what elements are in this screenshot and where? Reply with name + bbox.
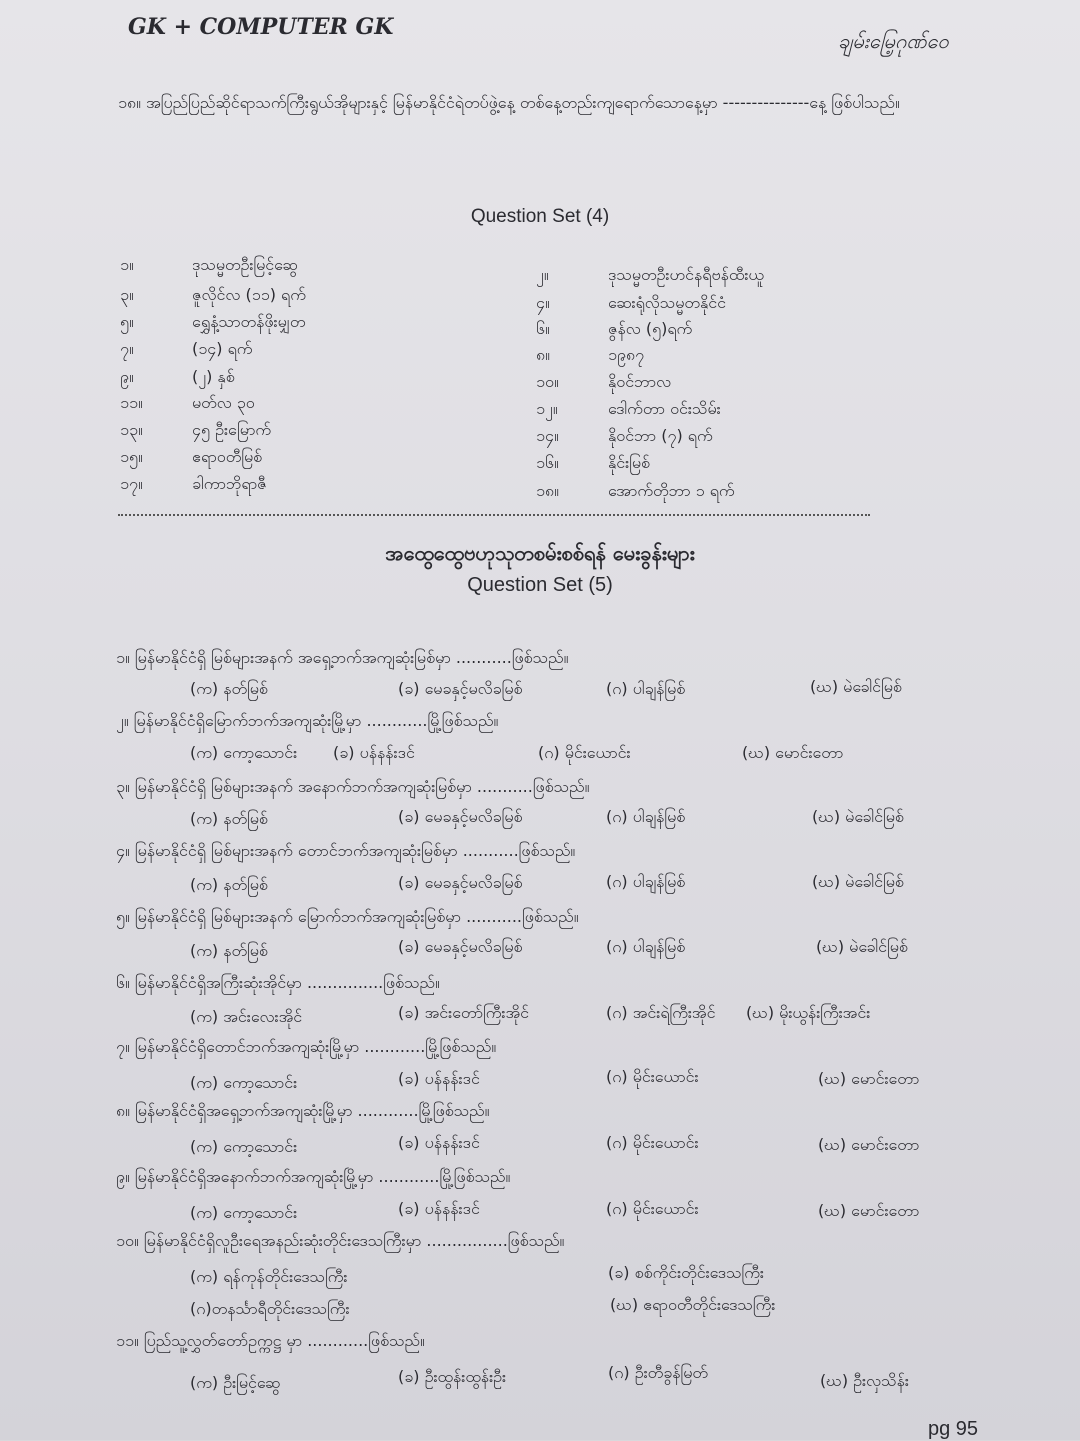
option-b: (ခ) ပန်နန်းဒင်: [398, 1133, 480, 1152]
option-a: (က) နတ်မြစ်: [190, 809, 268, 828]
answer-item: ၁၀။ နိုဝင်ဘာလ: [536, 372, 672, 391]
option-a: (က) နတ်မြစ်: [190, 679, 268, 698]
option-b: (ခ) မေခနှင့်မလိခမြစ်: [398, 679, 523, 698]
question-18-text: ၁၈။ အပြည်ပြည်ဆိုင်ရာသက်ကြီးရွယ်အိုများနှင့် မြန်မာနိုင်ငံရဲတပ်ဖွဲ့နေ့ တစ်နေ့တည်းကျရောက်သောနေ့မှာ ---------------နေ့ ဖြစ်ပါသည်။: [118, 93, 900, 112]
option-c: (ဂ) ပါချန်မြစ်: [606, 807, 686, 826]
answer-item: ၉။ (၂) နှစ်: [120, 367, 235, 386]
option-b: (ခ) မေခနှင့်မလိခမြစ်: [398, 807, 523, 826]
option-b: (ခ) စစ်ကိုင်းတိုင်းဒေသကြီး: [608, 1263, 764, 1282]
option-c: (ဂ) ပါချန်မြစ်: [606, 872, 686, 891]
option-a: (က) ကော့သောင်း: [190, 1073, 298, 1092]
answer-item: ၆။ ဇွန်လ (၅)ရက်: [536, 319, 693, 338]
answer-item: ၃။ ဇူလိုင်လ (၁၁) ရက်: [120, 285, 306, 304]
option-c: (ဂ) မိုင်းယောင်း: [606, 1199, 699, 1218]
option-a: (က) ဦးမြင့်ဆွေ: [190, 1373, 281, 1392]
option-d: (ဃ) မောင်းတော: [818, 1069, 920, 1088]
question-text: ၃။ မြန်မာနိုင်ငံရှိ မြစ်များအနက် အနောက်ဘက်အကျဆုံးမြစ်မှာ ...........ဖြစ်သည်။: [116, 777, 590, 796]
answer-item: ၂။ ဒုသမ္မတဦးဟင်နရီဗန်ထီးယူ: [536, 265, 764, 284]
option-b: (ခ) မေခနှင့်မလိခမြစ်: [398, 873, 523, 892]
question-text: ၁။ မြန်မာနိုင်ငံရှိ မြစ်များအနက် အရှေ့ဘက်အကျဆုံးမြစ်မှာ ...........ဖြစ်သည်။: [116, 648, 569, 667]
answer-item: ၄။ ဆေးရုံလိုသမ္မတနိုင်ငံ: [536, 293, 726, 312]
question-text: ၇။ မြန်မာနိုင်ငံရှိတောင်ဘက်အကျဆုံးမြို့မှာ ............မြို့ဖြစ်သည်။: [116, 1037, 497, 1056]
header-title: GK + COMPUTER GK: [128, 14, 394, 40]
option-a: (က) နတ်မြစ်: [190, 941, 268, 960]
answer-item: ၁၆။ နိုင်းမြစ်: [536, 453, 651, 472]
option-b: (ခ) ပန်နန်းဒင်: [398, 1199, 480, 1218]
option-c: (ဂ) အင်းရဲကြီးအိုင်: [606, 1003, 716, 1022]
option-b: (ခ) ပန်နန်းဒင်: [333, 743, 415, 762]
answer-item: ၁၈။ အောက်တိုဘာ ၁ ရက်: [536, 481, 735, 500]
option-d: (ဃ) ဦးလှသိန်း: [820, 1371, 909, 1390]
option-d: (ဃ) မဲခေါင်မြစ်: [816, 937, 908, 956]
option-d: (ဃ) ဧရာဝတီတိုင်းဒေသကြီး: [610, 1295, 776, 1314]
answer-item: ၁၂။ ဒေါက်တာ ဝင်းသိမ်း: [536, 399, 721, 418]
option-a: (က) ကော့သောင်း: [190, 743, 298, 762]
answer-item: ၈။ ၁၉၈၇: [536, 345, 645, 364]
option-a: (က) ကော့သောင်း: [190, 1203, 298, 1222]
answer-item: ၁၁။ မတ်လ ၃၀: [120, 393, 255, 412]
question-text: ၂။ မြန်မာနိုင်ငံရှိမြောက်ဘက်အကျဆုံးမြို့မှာ ............မြို့ဖြစ်သည်။: [116, 711, 499, 730]
option-c: (ဂ) မိုင်းယောင်း: [606, 1133, 699, 1152]
option-c: (ဂ) ပါချန်မြစ်: [606, 937, 686, 956]
answer-item: ၁၇။ ခါကာဘိုရာဇီ: [120, 474, 267, 493]
option-d: (ဃ) မဲခေါင်မြစ်: [810, 677, 902, 696]
set4-title: Question Set (4): [470, 206, 610, 227]
option-a: (က) ကော့သောင်း: [190, 1137, 298, 1156]
question-text: ၅။ မြန်မာနိုင်ငံရှိ မြစ်များအနက် မြောက်ဘက်အကျဆုံးမြစ်မှာ ...........ဖြစ်သည်။: [116, 907, 579, 926]
question-text: ၆။ မြန်မာနိုင်ငံရှိအကြီးဆုံးအိုင်မှာ ...............ဖြစ်သည်။: [116, 973, 440, 992]
option-c: (ဂ) မိုင်းယောင်း: [538, 743, 631, 762]
answer-item: ၅။ ရွှေနံ့သာတန်ဖိုးမျှတ: [120, 312, 306, 331]
option-b: (ခ) အင်းတော်ကြီးအိုင်: [398, 1003, 530, 1022]
question-text: ၈။ မြန်မာနိုင်ငံရှိအရှေ့ဘက်အကျဆုံးမြို့မှာ ............မြို့ဖြစ်သည်။: [116, 1101, 490, 1120]
option-c: (ဂ) ပါချန်မြစ်: [606, 679, 686, 698]
option-a: (က) နတ်မြစ်: [190, 875, 268, 894]
option-d: (ဃ) မဲခေါင်မြစ်: [812, 807, 904, 826]
option-a: (က) ရန်ကုန်တိုင်းဒေသကြီး: [190, 1267, 348, 1286]
header-author: ချမ်းမြေ့ဂုဏ်ဝေ: [838, 29, 949, 53]
option-b: (ခ) ပန်နန်းဒင်: [398, 1069, 480, 1088]
option-d: (ဃ) မိုးယွန်းကြီးအင်း: [746, 1003, 871, 1022]
answer-item: ၁။ ဒုသမ္မတဦးမြင့်ဆွေ: [120, 255, 298, 274]
option-c: (ဂ) မိုင်းယောင်း: [606, 1067, 699, 1086]
option-d: (ဃ) မဲခေါင်မြစ်: [812, 872, 904, 891]
option-b: (ခ) မေခနှင့်မလိခမြစ်: [398, 937, 523, 956]
answer-item: ၁၅။ ဧရာဝတီမြစ်: [120, 447, 263, 466]
answer-item: ၇။ (၁၄) ရက်: [120, 339, 253, 358]
set5-heading: အထွေထွေဗဟုသုတစမ်းစစ်ရန် မေးခွန်းများ: [385, 541, 695, 565]
option-c: (ဂ)တနင်္သာရီတိုင်းဒေသကြီး: [190, 1299, 350, 1318]
question-text: ၄။ မြန်မာနိုင်ငံရှိ မြစ်များအနက် တောင်ဘက်အကျဆုံးမြစ်မှာ ...........ဖြစ်သည်။: [116, 841, 576, 860]
page-number: pg 95: [928, 1418, 979, 1440]
option-d: (ဃ) မောင်းတော: [818, 1135, 920, 1154]
dotted-divider: [118, 514, 870, 516]
answer-item: ၁၃။ ၄၅ ဦးမြောက်: [120, 420, 272, 439]
answer-item: ၁၄။ နိုဝင်ဘာ (၇) ရက်: [536, 426, 713, 445]
option-c: (ဂ) ဦးတီခွန်မြတ်: [608, 1363, 708, 1382]
option-a: (က) အင်းလေးအိုင်: [190, 1007, 303, 1026]
option-d: (ဃ) မောင်းတော: [818, 1201, 920, 1220]
question-text: ၉။ မြန်မာနိုင်ငံရှိအနောက်ဘက်အကျဆုံးမြို့မှာ ............မြို့ဖြစ်သည်။: [116, 1167, 511, 1186]
option-d: (ဃ) မောင်းတော: [742, 743, 844, 762]
question-text: ၁၀။ မြန်မာနိုင်ငံရှိလူဦးရေအနည်းဆုံးတိုင်းဒေသကြီးမှာ ................ဖြစ်သည်။: [116, 1231, 565, 1250]
set5-title: Question Set (5): [467, 574, 613, 596]
option-b: (ခ) ဦးထွန်းထွန်းဦး: [398, 1367, 507, 1386]
question-text: ၁၁။ ပြည်သူ့လွှတ်တော်ဥက္ကဋ္ဌ မှာ ............ဖြစ်သည်။: [116, 1331, 425, 1350]
